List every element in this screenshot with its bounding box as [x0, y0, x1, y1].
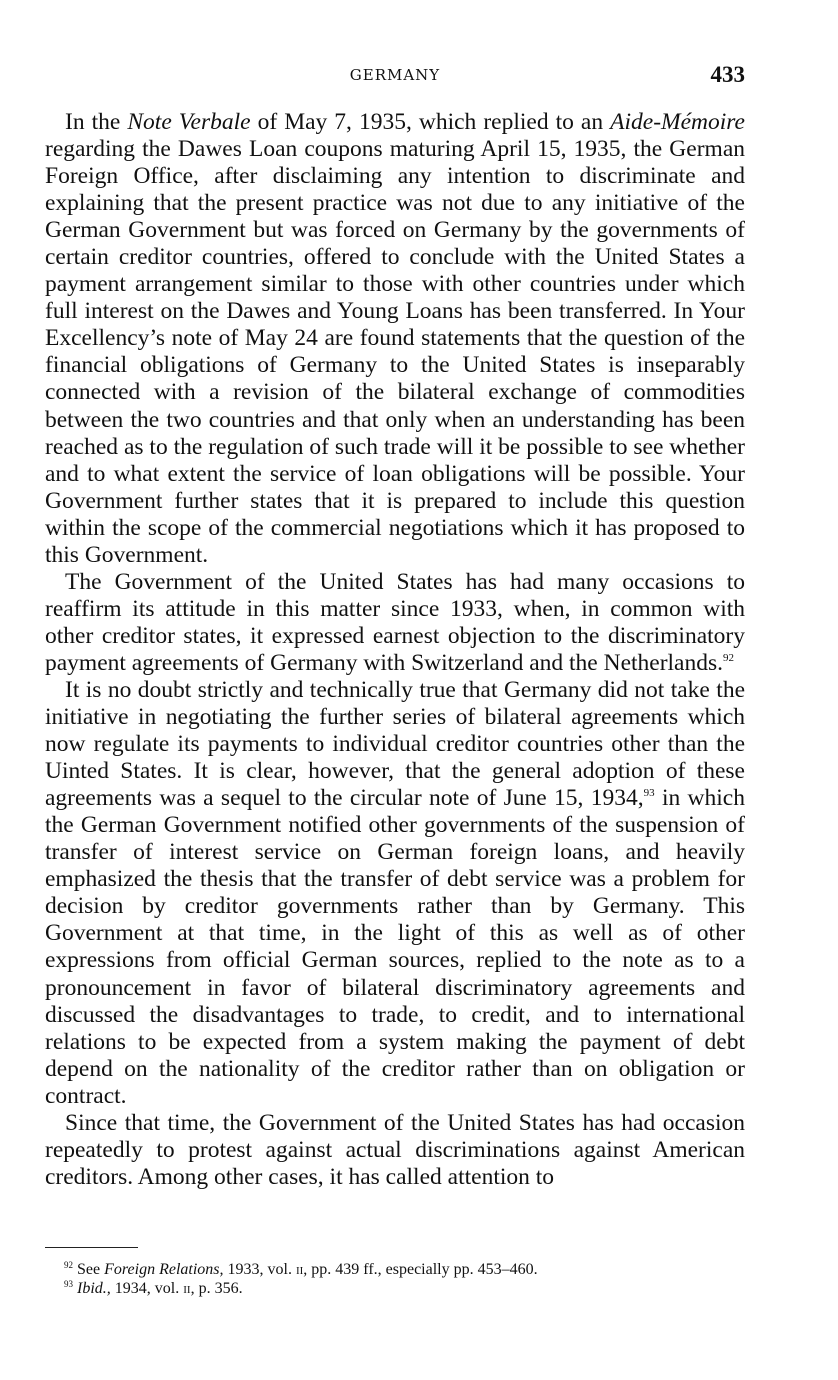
footnote-divider [45, 1247, 138, 1248]
footnote-number: 92 [64, 1260, 73, 1270]
running-title: GERMANY [349, 66, 441, 84]
aide-memoire-term: Aide-Mémoire [610, 109, 745, 135]
p2-text-a: The Government of the United States has had many occasions to reaffirm its attitude in this matter since 1933, when, in common with other creditor states, it expressed earnest objection to the discriminatory payment agreements of Germany with Switzerland and the Netherlands. [45, 568, 745, 676]
p3-text-a: It is no doubt strictly and technically true that Germany did not take the initiative in negotiating the further series of bilateral agreements which now regulate its payments to individual creditor countries other than the Uinted States. It is clear, however, that the general adoption of these agreements was a sequel to the circular note of June 15, 1934, [45, 676, 745, 812]
p1-text-a: In the [65, 109, 128, 135]
footnote-text: 1933, vol. [223, 1261, 296, 1278]
footnote-ref-92[interactable]: 92 [723, 651, 735, 664]
page-number: 433 [710, 62, 745, 87]
footnote-volume: ii [295, 1261, 304, 1278]
paragraph-3 [45, 677, 745, 1110]
footnote-number: 93 [64, 1279, 73, 1289]
footnote-title: Foreign Relations, [104, 1261, 224, 1278]
paragraph-2 [45, 569, 745, 677]
footnotes [64, 1260, 724, 1298]
paragraph-4 [45, 1110, 745, 1191]
note-verbale-term: Note Verbale [127, 109, 251, 135]
p4-text-a: Since that time, the Government of the United States has had occasion repeatedly to protest against actual discriminations against American creditors. Among other cases, it has called attention to [45, 1109, 745, 1190]
footnote-title: Ibid., [77, 1280, 111, 1297]
footnote-text: See [73, 1261, 105, 1278]
p3-text-b: in which the German Government notified other governments of the suspension of transfer of interest service on German foreign loans, and heavily emphasized the thesis that the transfer of debt service was a problem for decision by creditor governments rather than by Germany. This Government at that time, in the light of this as well as of other expressions from official German sources, replied to the note as to a pronouncement in favor of bilateral discriminatory agreements and discussed the disadvantages to trade, to credit, and to international relations to be expected from a system making the payment of debt depend on the nationality of the creditor rather than on obligation or contract. [45, 785, 745, 1109]
footnote-92 [64, 1260, 724, 1279]
p1-text-e: regarding the Dawes Loan coupons maturing April 15, 1935, the German Foreign Office, after disclaiming any intention to discriminate and explaining that the present practice was not due to any initiative of the German Government but was forced on Germany by the governments of certain creditor countries, offered to conclude with the United States a payment arrangement similar to those with other countries under which full interest on the Dawes and Young Loans has been transferred. In Your Excellency’s note of May 24 are found statements that the question of the financial obligations of Germany to the United States is inseparably connected with a revision of the bilateral exchange of commodities between the two countries and that only when an understanding has been reached as to the regulation of such trade will it be possible to see whether and to what extent the service of loan obligations will be possible. Your Government further states that it is prepared to include this question within the scope of the commercial negotiations which it has proposed to this Government. [45, 136, 745, 568]
paragraph-1 [45, 109, 745, 569]
footnote-volume: ii [183, 1280, 191, 1297]
footnote-text: 1934, vol. [110, 1280, 184, 1297]
footnote-ref-93[interactable]: 93 [643, 787, 655, 800]
footnote-text: , pp. 439 ff., especially pp. 453–460. [303, 1261, 538, 1278]
p1-text-c: of May 7, 1935, which replied to an [250, 109, 611, 135]
running-head [45, 62, 745, 92]
footnote-93 [64, 1279, 724, 1298]
footnote-text: , p. 356. [190, 1280, 243, 1297]
body-text [45, 109, 745, 1191]
